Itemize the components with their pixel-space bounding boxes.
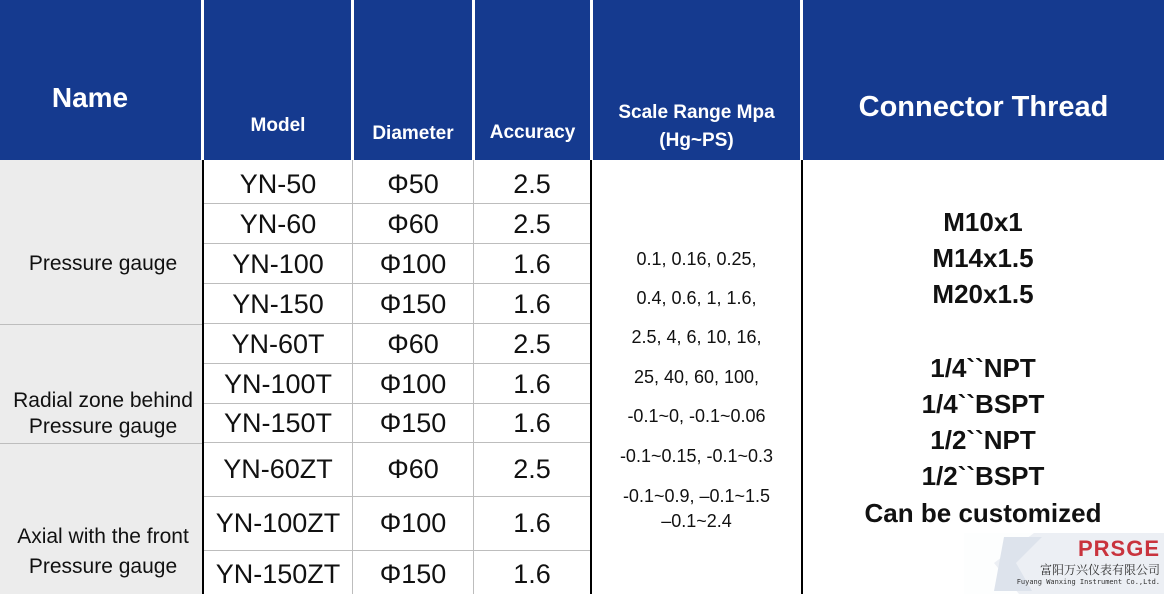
scale-range-line: -0.1~0.15, -0.1~0.3	[619, 445, 774, 466]
group-name-pressure-gauge: Pressure gauge	[28, 252, 178, 275]
connector-thread-item: M20x1.5	[932, 279, 1034, 309]
connector-thread-item: 1/4``BSPT	[921, 389, 1045, 419]
header-diameter: Diameter	[372, 123, 454, 144]
header-scale-range	[593, 99, 800, 155]
model-cell: YN-150ZT	[215, 558, 341, 589]
diameter-cell: Φ60	[387, 454, 439, 484]
grid-line	[801, 160, 803, 594]
diameter-cell: Φ150	[379, 558, 447, 589]
connector-thread-item: Can be customized	[864, 498, 1102, 528]
accuracy-cell: 1.6	[513, 288, 551, 319]
connector-thread-item: 1/2``NPT	[930, 425, 1036, 455]
group-divider	[0, 324, 202, 325]
accuracy-cell: 2.5	[513, 454, 551, 484]
accuracy-cell: 2.5	[513, 328, 551, 359]
connector-thread-item: 1/2``BSPT	[921, 461, 1045, 491]
accuracy-cell: 1.6	[513, 558, 551, 589]
group-name-axial	[0, 522, 206, 582]
group-radial-line2: Pressure gauge	[28, 415, 178, 438]
connector-thread-item: M10x1	[943, 207, 1023, 237]
diameter-cell: Φ100	[379, 248, 447, 279]
scale-range-line: –0.1~2.4	[661, 510, 732, 531]
logo-company-cn: 富阳万兴仪表有限公司	[1039, 563, 1160, 577]
header-name: Name	[51, 82, 129, 113]
accuracy-cell: 1.6	[513, 407, 551, 438]
model-cell: YN-60ZT	[223, 454, 333, 484]
connector-thread-item: 1/4``NPT	[930, 353, 1036, 383]
accuracy-cell: 2.5	[513, 168, 551, 199]
header-connector-thread: Connector Thread	[858, 91, 1109, 123]
model-cell: YN-100T	[223, 368, 333, 399]
scale-range-line: 2.5, 4, 6, 10, 16,	[631, 326, 762, 347]
group-radial-line1: Radial zone behind	[13, 389, 193, 412]
model-cell: YN-60	[239, 208, 317, 239]
model-cell: YN-100ZT	[215, 508, 341, 538]
model-cell: YN-50	[239, 168, 317, 199]
model-cell: YN-150	[232, 288, 324, 319]
scale-range-line: -0.1~0.9, –0.1~1.5	[622, 485, 771, 506]
header-divider	[800, 0, 803, 160]
scale-range-line: -0.1~0, -0.1~0.06	[627, 405, 766, 426]
diameter-cell: Φ50	[387, 168, 439, 199]
header-model: Model	[250, 115, 306, 136]
model-cell: YN-100	[232, 248, 324, 279]
diameter-cell: Φ150	[379, 407, 447, 438]
logo-brand: PRSGE	[1077, 536, 1160, 561]
header-scale-line2: (Hg~PS)	[659, 130, 734, 151]
diameter-cell: Φ100	[379, 368, 447, 399]
group-divider	[0, 443, 202, 444]
diameter-cell: Φ100	[379, 508, 447, 538]
scale-range-line: 25, 40, 60, 100,	[633, 366, 760, 387]
accuracy-cell: 1.6	[513, 248, 551, 279]
model-cell: YN-150T	[223, 407, 333, 438]
company-logo	[964, 533, 1164, 594]
connector-thread-item: M14x1.5	[932, 243, 1034, 273]
scale-range-line: 0.1, 0.16, 0.25,	[636, 248, 757, 269]
diameter-cell: Φ150	[379, 288, 447, 319]
diameter-cell: Φ60	[387, 208, 439, 239]
group-name-radial	[0, 388, 206, 440]
header-accuracy: Accuracy	[489, 122, 576, 143]
header-scale-line1: Scale Range Mpa	[618, 102, 775, 123]
group-axial-line2: Pressure gauge	[28, 555, 178, 578]
diameter-cell: Φ60	[387, 328, 439, 359]
accuracy-cell: 1.6	[513, 508, 551, 538]
accuracy-cell: 2.5	[513, 208, 551, 239]
model-cell: YN-60T	[231, 328, 325, 359]
logo-company-en: Fuyang Wanxing Instrument Co.,Ltd.	[1016, 578, 1160, 586]
group-axial-line1: Axial with the front	[17, 525, 189, 548]
accuracy-cell: 1.6	[513, 368, 551, 399]
scale-range-line: 0.4, 0.6, 1, 1.6,	[636, 287, 757, 308]
